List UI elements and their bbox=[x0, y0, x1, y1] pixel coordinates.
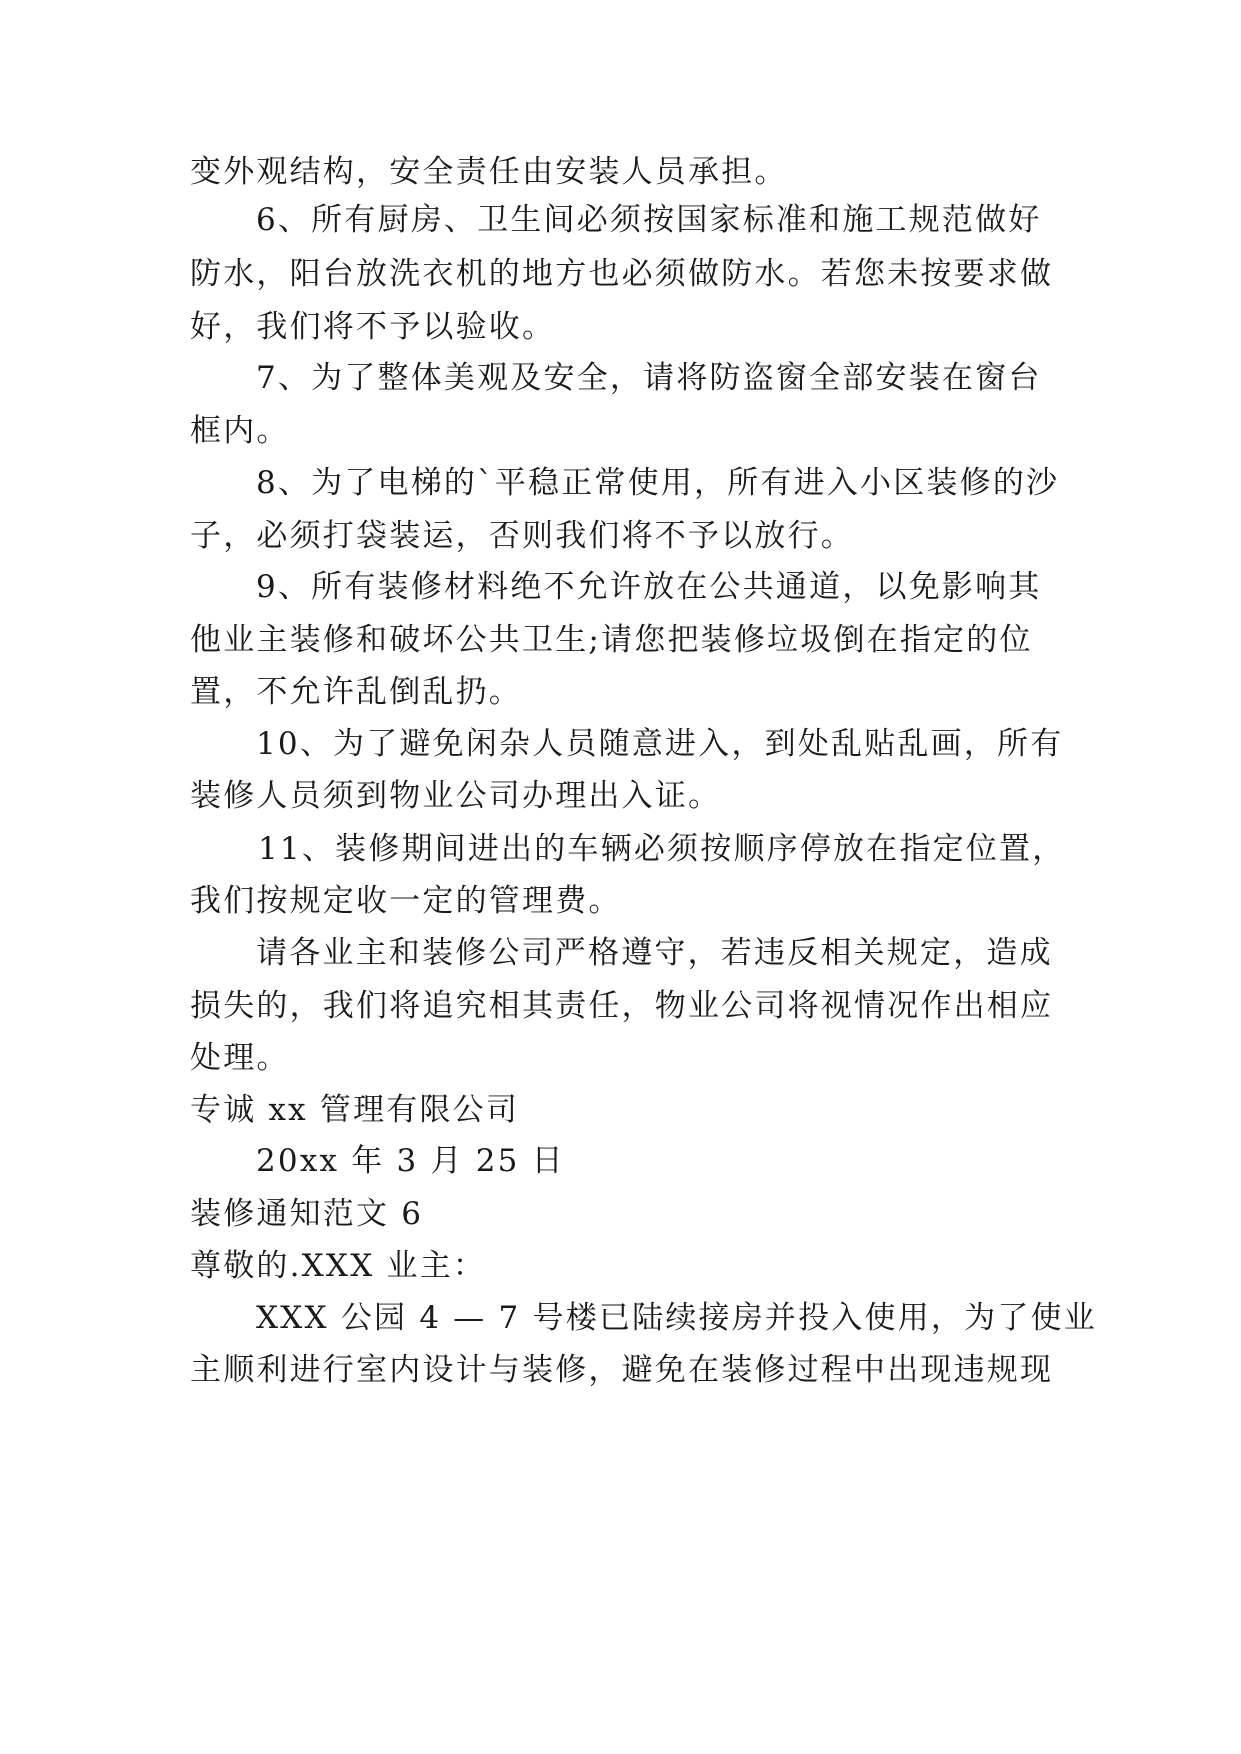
text-line: 好，我们将不予以验收。 bbox=[190, 309, 556, 345]
text-line: 防水，阳台放洗衣机的地方也必须做防水。若您未按要求做 bbox=[190, 256, 1054, 292]
signature-company: 专诚 xx 管理有限公司 bbox=[190, 1092, 520, 1128]
text-line: 置，不允许乱倒乱扔。 bbox=[190, 674, 522, 710]
list-item-11: 11、装修期间进出的车辆必须按顺序停放在指定位置， bbox=[258, 831, 1066, 867]
section-heading: 装修通知范文 6 bbox=[190, 1196, 424, 1232]
text-line: 处理。 bbox=[190, 1040, 290, 1076]
list-item-8: 8、为了电梯的`平稳正常使用，所有进入小区装修的沙 bbox=[256, 465, 1060, 501]
salutation: 尊敬的.XXX 业主： bbox=[190, 1248, 487, 1284]
list-item-7: 7、为了整体美观及安全，请将防盗窗全部安装在窗台 bbox=[256, 360, 1042, 396]
text-line: 装修人员须到物业公司办理出入证。 bbox=[190, 778, 722, 814]
text-line: 损失的，我们将追究相其责任，物业公司将视情况作出相应 bbox=[190, 988, 1054, 1024]
text-line: 我们按规定收一定的管理费。 bbox=[190, 883, 622, 919]
list-item-10: 10、为了避免闲杂人员随意进入，到处乱贴乱画，所有 bbox=[256, 726, 1064, 762]
closing-paragraph: 请各业主和装修公司严格遵守，若违反相关规定，造成 bbox=[256, 935, 1053, 971]
body-paragraph: XXX 公园 4 — 7 号楼已陆续接房并投入使用，为了使业 bbox=[256, 1300, 1097, 1336]
text-line: 框内。 bbox=[190, 413, 290, 449]
list-item-6: 6、所有厨房、卫生间必须按国家标准和施工规范做好 bbox=[256, 202, 1042, 238]
text-line: 他业主装修和破坏公共卫生;请您把装修垃圾倒在指定的位 bbox=[190, 622, 1033, 658]
text-line: 子，必须打袋装运，否则我们将不予以放行。 bbox=[190, 518, 854, 554]
signature-date: 20xx 年 3 月 25 日 bbox=[256, 1143, 565, 1179]
text-line: 变外观结构，安全责任由安装人员承担。 bbox=[190, 154, 788, 190]
text-line: 主顺利进行室内设计与装修，避免在装修过程中出现违规现 bbox=[190, 1352, 1054, 1388]
list-item-9: 9、所有装修材料绝不允许放在公共通道，以免影响其 bbox=[256, 569, 1042, 605]
